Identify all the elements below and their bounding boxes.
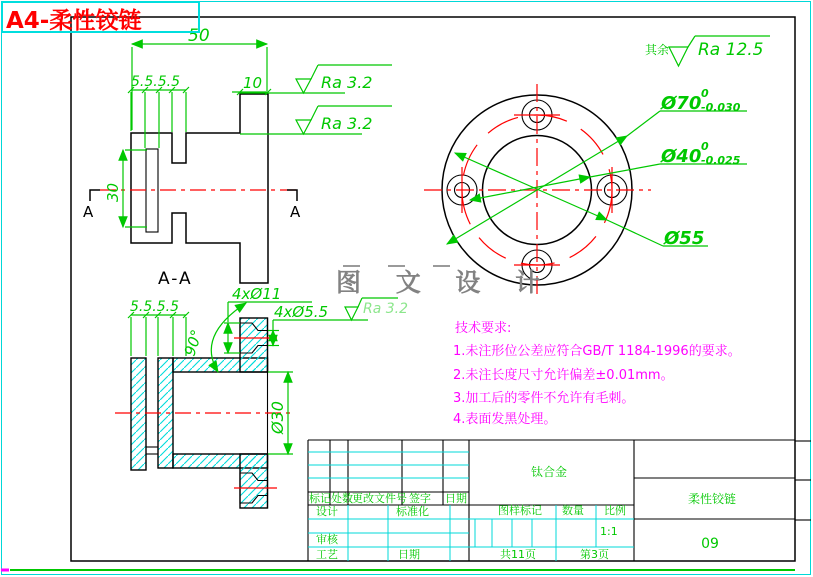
dim-d70-upper-tol: 0 — [701, 87, 709, 100]
side-view — [83, 26, 392, 283]
drawing-mark-label: 图样标记 — [498, 504, 542, 517]
col-count: 处数 — [331, 492, 353, 505]
col-date: 日期 — [445, 492, 467, 505]
front-view — [424, 36, 770, 296]
dim-5555-top: 5.5.5.5 — [131, 74, 180, 90]
title-block — [308, 440, 811, 561]
standardization-label: 标准化 — [396, 505, 429, 518]
tech-req-item: 4.表面发黑处理。 — [453, 412, 557, 427]
tech-req-heading: 技术要求: — [455, 321, 512, 336]
dim-angle: 90° — [180, 327, 207, 359]
dim-50: 50 — [188, 26, 210, 46]
dim-5555-bottom: 5.5.5.5 — [130, 299, 179, 315]
watermark-text: 图 文 设 计 — [336, 268, 554, 297]
material-cell: 钛合金 — [530, 465, 568, 479]
scale-value: 1:1 — [600, 525, 618, 538]
dim-d40-lower-tol: -0.025 — [701, 154, 741, 167]
rest-note: 其余 — [645, 43, 670, 57]
ra-rest-value: Ra 12.5 — [698, 40, 764, 60]
dim-holes-outer: 4xØ11 — [232, 285, 282, 303]
drawing-number: 09 — [701, 536, 719, 552]
sheet-title: A4-柔性铰链 — [6, 8, 142, 34]
dim-d55: Ø55 — [664, 228, 705, 249]
tech-req-item: 3.加工后的零件不允许有毛刺。 — [453, 391, 635, 406]
col-sign: 签字 — [409, 492, 431, 505]
dim-d40: Ø40 — [661, 146, 702, 167]
ra-faint-label: Ra 3.2 — [363, 301, 409, 317]
cut-label-left: A — [83, 203, 94, 221]
section-label: A-A — [158, 269, 193, 289]
page-current: 第3页 — [580, 548, 609, 561]
tech-requirements — [453, 320, 741, 427]
tech-req-item: 2.未注长度尺寸允许偏差±0.01mm。 — [453, 368, 674, 383]
section-view — [115, 269, 408, 508]
design-label: 设计 — [316, 505, 338, 518]
ra-top-label: Ra 3.2 — [321, 73, 373, 92]
date-label: 日期 — [398, 548, 420, 561]
dim-holes-inner: 4xØ5.5 — [274, 303, 329, 321]
dim-d40-upper-tol: 0 — [701, 140, 709, 153]
dim-bore: Ø30 — [268, 401, 287, 434]
pages-total: 共11页 — [500, 548, 536, 561]
watermark — [336, 266, 553, 297]
cut-label-right: A — [290, 203, 301, 221]
process-label: 工艺 — [316, 548, 338, 561]
tech-req-item: 1.未注形位公差应符合GB/T 1184-1996的要求。 — [453, 344, 741, 359]
dim-30: 30 — [104, 182, 122, 202]
dim-d70-lower-tol: -0.030 — [701, 101, 741, 114]
ra-mid-label: Ra 3.2 — [321, 114, 373, 133]
col-mark: 标记 — [309, 492, 331, 505]
col-doc-no: 更改文件号 — [352, 492, 407, 505]
scale-label: 比例 — [604, 504, 626, 517]
dim-d70: Ø70 — [661, 93, 702, 114]
quantity-label: 数量 — [562, 504, 584, 517]
part-name: 柔性铰链 — [687, 492, 737, 506]
review-label: 审核 — [316, 533, 338, 546]
dim-10: 10 — [243, 74, 263, 92]
